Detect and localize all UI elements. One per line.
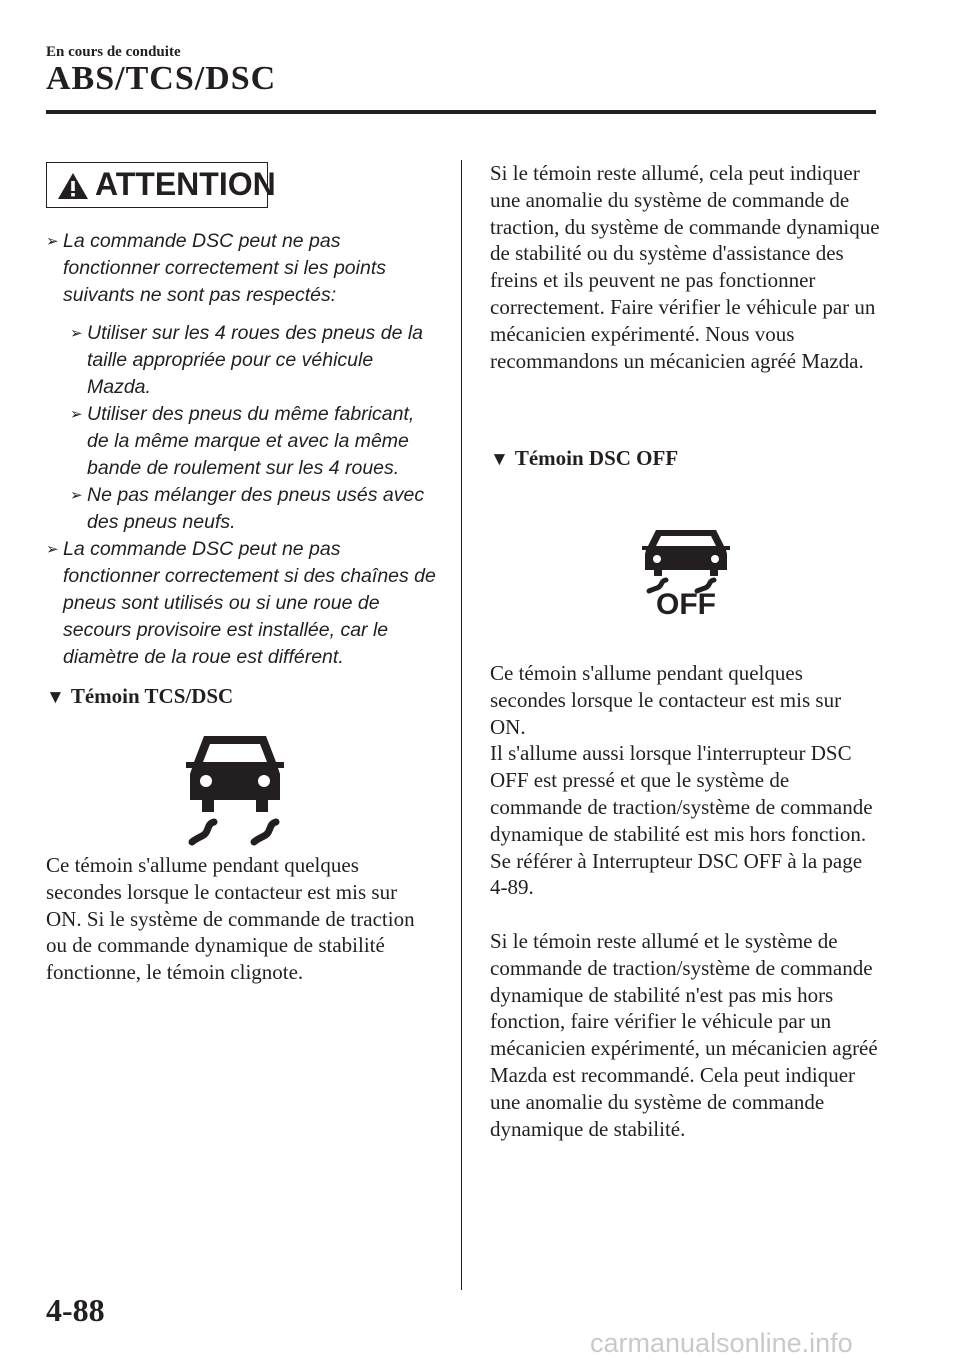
attention-item-text: La commande DSC peut ne pas fonctionner correctement si des chaînes de pneus sont utilisés ou si une roue de secours provisoire est installée, car le diamètre de la roue est différent. bbox=[63, 538, 436, 668]
watermark: carmanualsonline.info bbox=[590, 1328, 853, 1358]
dsc-off-text-2: Il s'allume aussi lorsque l'interrupteur DSC OFF est pressé et que le système de commande de traction/système de commande dynamique de stabilité est mis hors fonction. bbox=[490, 741, 873, 846]
arrow-bullet-icon: ➢ bbox=[46, 233, 59, 250]
arrow-bullet-icon: ➢ bbox=[70, 487, 83, 504]
dsc-off-heading-text: Témoin DSC OFF bbox=[514, 446, 679, 470]
dsc-off-heading bbox=[490, 446, 678, 471]
attention-subitem bbox=[70, 401, 430, 482]
attention-subitem-text: Utiliser sur les 4 roues des pneus de la taille appropriée pour ce véhicule Mazda. bbox=[87, 322, 424, 398]
tcs-dsc-description bbox=[46, 852, 436, 986]
attention-item-text: La commande DSC peut ne pas fonctionner correctement si les points suivants ne sont pas respectés: bbox=[63, 230, 386, 306]
section-label: En cours de conduite bbox=[46, 44, 181, 60]
attention-item bbox=[46, 228, 436, 309]
triangle-marker-icon: ▼ bbox=[490, 449, 509, 470]
right-column-intro bbox=[490, 160, 880, 374]
arrow-bullet-icon: ➢ bbox=[70, 325, 83, 342]
triangle-marker-icon: ▼ bbox=[46, 687, 65, 708]
arrow-bullet-icon: ➢ bbox=[46, 541, 59, 558]
dsc-off-text-1: Ce témoin s'allume pendant quelques secondes lorsque le contacteur est mis sur ON. bbox=[490, 661, 842, 739]
dsc-off-description bbox=[490, 660, 880, 1142]
warning-triangle-icon bbox=[57, 172, 89, 200]
column-divider bbox=[461, 160, 462, 1290]
tcs-dsc-text: Ce témoin s'allume pendant quelques secondes lorsque le contacteur est mis sur ON. Si le système de commande de traction ou de commande dynamique de stabilité fonctionne, le témoin clignote. bbox=[46, 853, 415, 985]
attention-subitem-text: Ne pas mélanger des pneus usés avec des pneus neufs. bbox=[87, 484, 425, 533]
page-number: 4-88 bbox=[46, 1292, 105, 1328]
tcs-dsc-heading-text: Témoin TCS/DSC bbox=[70, 684, 234, 708]
header-rule bbox=[46, 110, 876, 114]
tcs-dsc-heading bbox=[46, 684, 233, 709]
attention-item bbox=[46, 536, 436, 671]
attention-box bbox=[46, 162, 276, 208]
skidding-car-icon bbox=[180, 728, 290, 846]
attention-subitem-text: Utiliser des pneus du même fabricant, de la même marque et avec la même bande de roulement sur les 4 roues. bbox=[87, 403, 415, 479]
attention-subitem bbox=[70, 320, 430, 401]
dsc-off-icon-label: OFF bbox=[656, 588, 716, 616]
arrow-bullet-icon: ➢ bbox=[70, 406, 83, 423]
dsc-off-text-4: Si le témoin reste allumé et le système de commande de traction/système de commande dynamique de stabilité n'est pas mis hors fonction, faire vérifier le véhicule par un mécanicien expérimenté, un mécanicien agréé Mazda est recommandé. Cela peut indiquer une anomalie du système de commande dynamique de stabilité. bbox=[490, 928, 878, 1141]
intro-text: Si le témoin reste allumé, cela peut indiquer une anomalie du système de commande de traction, du système de commande dynamique de stabilité ou du système d'assistance des freins et ils peuvent ne pas fonctionner correctement. Faire vérifier le véhicule par un mécanicien expérimenté. Nous vous recommandons un mécanicien agréé Mazda. bbox=[490, 161, 880, 373]
attention-title: ATTENTION bbox=[95, 166, 276, 202]
section-title: ABS/TCS/DSC bbox=[46, 60, 277, 97]
dsc-off-text-3: Se référer à Interrupteur DSC OFF à la page 4-89. bbox=[490, 848, 863, 900]
dsc-off-icon bbox=[636, 526, 736, 616]
attention-subitem bbox=[70, 482, 430, 536]
